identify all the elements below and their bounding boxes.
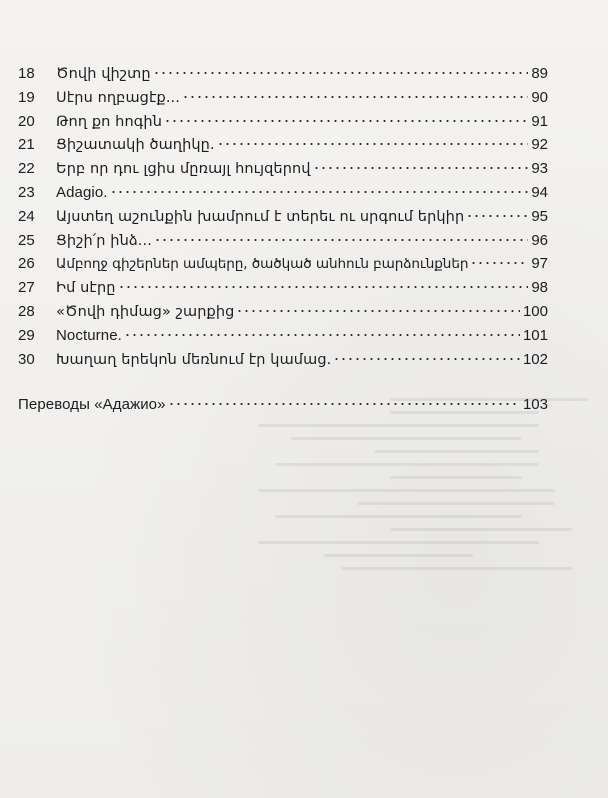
entry-number: 25 <box>18 231 35 249</box>
entry-number: 24 <box>18 207 35 225</box>
entry-page: 95 <box>531 207 548 225</box>
entry-number: 28 <box>18 302 35 320</box>
toc-entry <box>18 276 548 300</box>
toc-entry <box>18 324 548 348</box>
entry-title: Ցիշի՛ր ինձ... <box>56 232 152 249</box>
entry-page: 93 <box>531 160 548 178</box>
entry-page: 90 <box>531 88 548 106</box>
entry-number: 29 <box>18 326 35 344</box>
entry-page: 101 <box>522 326 548 344</box>
dot-leader <box>110 191 529 193</box>
toc-entry <box>18 133 548 157</box>
entry-title: Երբ որ դու լցիս մըռայլ հույզերով <box>56 161 311 178</box>
entry-page: 91 <box>531 112 548 130</box>
table-of-contents <box>18 62 548 417</box>
toc-entry <box>18 348 548 372</box>
entry-page: 89 <box>531 65 548 82</box>
entry-page: 92 <box>531 136 548 154</box>
entry-page: 97 <box>531 255 548 273</box>
entry-title: Սէրս ողբացէք... <box>56 89 180 106</box>
entry-page: 98 <box>531 279 548 297</box>
dot-leader <box>313 167 529 169</box>
toc-entry <box>18 205 548 229</box>
entry-number: 19 <box>18 88 35 106</box>
entry-title: «Ծովի դիմաց» շարքից <box>56 303 235 320</box>
toc-entry <box>18 62 548 86</box>
toc-entry <box>18 229 548 253</box>
dot-leader <box>153 72 529 74</box>
dot-leader <box>182 96 528 98</box>
dot-leader <box>466 215 528 217</box>
toc-entry <box>18 252 548 276</box>
dot-leader <box>154 239 528 241</box>
entry-number: 23 <box>18 183 35 201</box>
entry-title: Իմ սէրը <box>56 280 116 297</box>
entry-number: 22 <box>18 160 35 178</box>
dot-leader <box>118 286 529 288</box>
entry-title: Թող քո հոգին <box>56 113 162 130</box>
entry-title: Ցիշատակի ծաղիկը. <box>56 137 215 154</box>
entry-title: Ամբողջ գիշերներ ամպերը, ծածկած անհուն բարձունքներ <box>56 256 469 273</box>
entry-title: Ծովի վիշտը <box>56 66 151 82</box>
toc-entry <box>18 300 548 324</box>
toc-entry <box>18 110 548 134</box>
entry-title: Խաղաղ երեկոն մեռնում էր կամաց. <box>56 351 332 368</box>
entry-title: Այստեղ աշունքին խամրում է տերեւ ու սրգում երկիր <box>56 208 465 225</box>
dot-leader <box>333 358 520 360</box>
entry-number: 18 <box>18 65 35 82</box>
toc-entry <box>18 157 548 181</box>
toc-entry <box>18 86 548 110</box>
entry-number: 21 <box>18 136 35 154</box>
entry-number: 26 <box>18 255 35 273</box>
dot-leader <box>470 262 528 264</box>
toc-entry <box>18 181 548 205</box>
dot-leader <box>217 143 529 145</box>
dot-leader <box>164 120 528 122</box>
entry-number: 30 <box>18 350 35 368</box>
entry-page: 102 <box>522 350 548 368</box>
entry-title: Nocturne. <box>56 326 122 344</box>
appendix-page: 103 <box>522 396 548 414</box>
dot-leader <box>124 334 520 336</box>
entry-number: 27 <box>18 279 35 297</box>
entry-page: 96 <box>531 231 548 249</box>
entry-title: Adagio. <box>56 183 108 201</box>
entry-page: 100 <box>522 302 548 320</box>
appendix-title: Переводы «Адажио» <box>18 396 166 414</box>
entry-number: 20 <box>18 112 35 130</box>
entry-page: 94 <box>531 183 548 201</box>
dot-leader <box>236 310 520 312</box>
bleed-through-imprint <box>258 388 588 778</box>
